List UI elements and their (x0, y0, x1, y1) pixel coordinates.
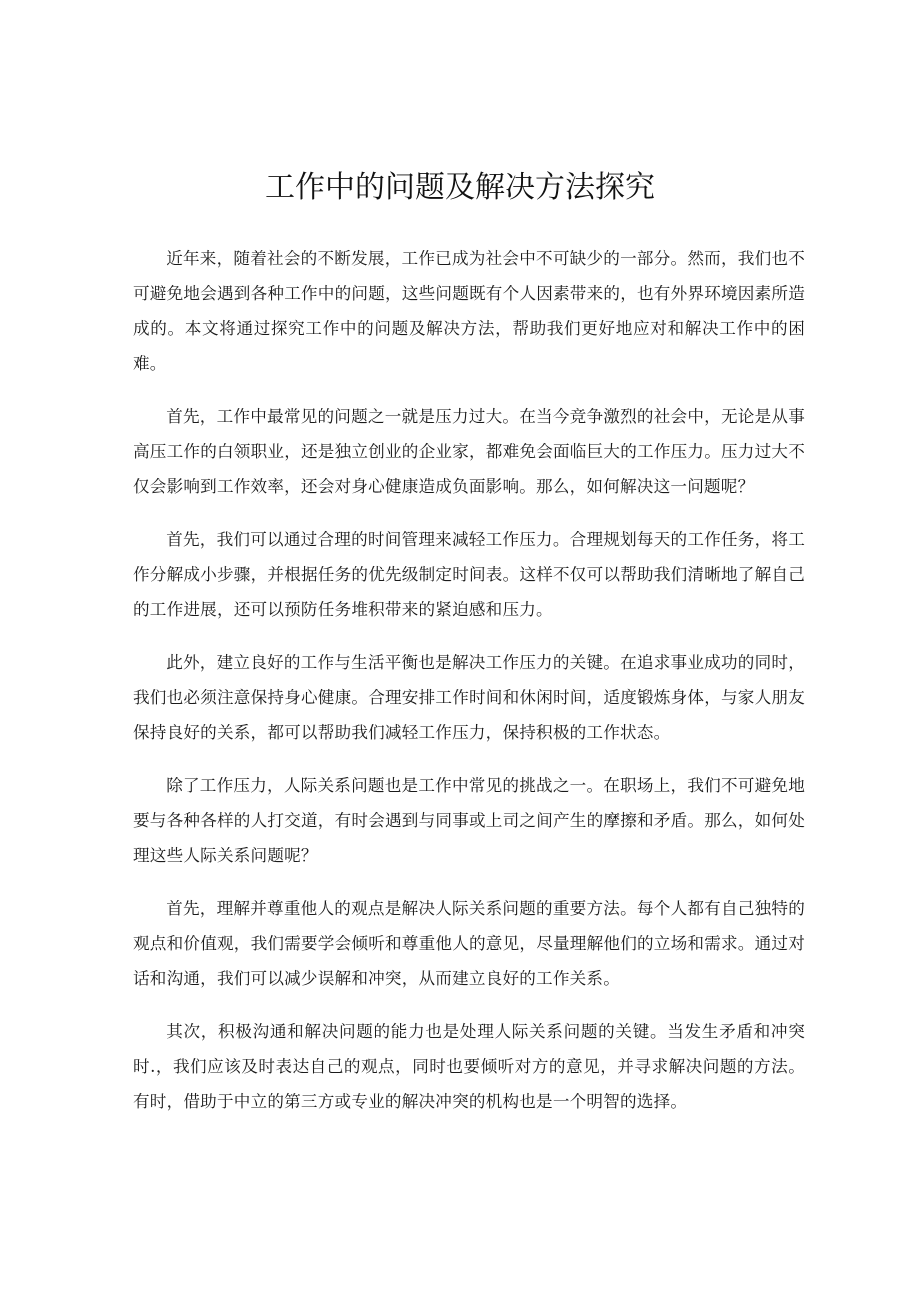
paragraph-work-pressure: 首先，工作中最常见的问题之一就是压力过大。在当今竞争激烈的社会中，无论是从事高压工作的白领职业，还是独立创业的企业家，都难免会面临巨大的工作压力。压力过大不仅会影响到工作效率，还会对身心健康造成负面影响。那么，如何解决这一问题呢？ (133, 407, 805, 496)
paragraph-respect-others: 首先，理解并尊重他人的观点是解决人际关系问题的重要方法。每个人都有自己独特的观点和价值观，我们需要学会倾听和尊重他人的意见，尽量理解他们的立场和需求。通过对话和沟通，我们可以减少误解和冲突，从而建立良好的工作关系。 (133, 899, 805, 988)
document-title: 工作中的问题及解决方法探究 (265, 170, 655, 205)
paragraph-interpersonal-issues: 除了工作压力，人际关系问题也是工作中常见的挑战之一。在职场上，我们不可避免地要与各种各样的人打交道，有时会遇到与同事或上司之间产生的摩擦和矛盾。那么，如何处理这些人际关系问题呢？ (133, 776, 805, 865)
paragraph-communication: 其次，积极沟通和解决问题的能力也是处理人际关系问题的关键。当发生矛盾和冲突时.，我们应该及时表达自己的观点，同时也要倾听对方的意见，并寻求解决问题的方法。有时，借助于中立的第三方或专业的解决冲突的机构也是一个明智的选择。 (133, 1022, 805, 1111)
paragraph-time-management: 首先，我们可以通过合理的时间管理来减轻工作压力。合理规划每天的工作任务，将工作分解成小步骤，并根据任务的优先级制定时间表。这样不仅可以帮助我们清晰地了解自己的工作进展，还可以预防任务堆积带来的紧迫感和压力。 (133, 530, 805, 619)
document-body (133, 241, 805, 1137)
paragraph-work-life-balance: 此外，建立良好的工作与生活平衡也是解决工作压力的关键。在追求事业成功的同时，我们也必须注意保持身心健康。合理安排工作时间和休闲时间，适度锻炼身体，与家人朋友保持良好的关系，都可以帮助我们减轻工作压力，保持积极的工作状态。 (133, 653, 805, 742)
paragraph-intro: 近年来，随着社会的不断发展，工作已成为社会中不可缺少的一部分。然而，我们也不可避免地会遇到各种工作中的问题，这些问题既有个人因素带来的，也有外界环境因素所造成的。本文将通过探究工作中的问题及解决方法，帮助我们更好地应对和解决工作中的困难。 (133, 249, 805, 373)
